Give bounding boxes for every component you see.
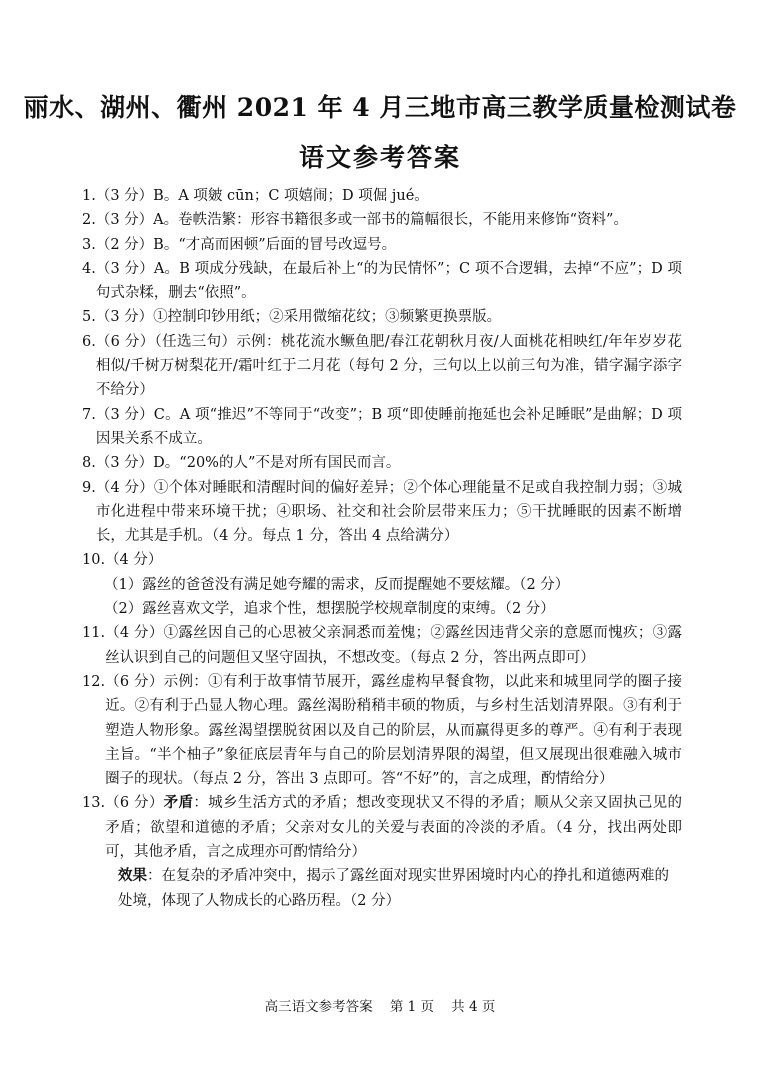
page-footer: 高三语文参考答案 第 1 页 共 4 页: [264, 999, 496, 1015]
item-text: （3 分）①控制印钞用纸；②采用微缩花纹；③频繁更换票版。: [95, 309, 502, 326]
item-text: （3 分）B。A 项皴 cūn；C 项嬉闹；D 项倔 jué。: [95, 188, 429, 204]
answer-item: [82, 403, 682, 452]
item-number: 10.: [82, 552, 106, 569]
item-number: 6.: [82, 333, 96, 350]
item-number: 5.: [82, 309, 96, 326]
answer-item: [82, 257, 682, 306]
item-number: 7.: [82, 406, 96, 423]
answer-sub-1: （1）露丝的爸爸没有满足她夸耀的需求，反而提醒她不要炫耀。（2 分）: [104, 576, 570, 593]
effect-paragraph: [82, 864, 682, 913]
answer-item: [82, 451, 682, 475]
item-text: （6 分）（任选三句）示例：桃花流水鳜鱼肥/春江花朝秋月夜/人面桃花相映红/年年岁岁花相似/千树万树梨花开/霜叶红于二月花（每句 2 分，三句以上以前三句为准，错字漏字添字不给分）: [95, 333, 682, 399]
document-title: 丽水、湖州、衢州 2021 年 4 月三地市高三教学质量检测试卷: [23, 93, 737, 122]
item-text: （4 分）①个体对睡眠和清醒时间的偏好差异；②个体心理能量不足或自我控制力弱；③城市化进程中带来环境干扰；④职场、社交和社会阶层带来压力；⑤干扰睡眠的因素不断增长，尤其是手机。（4 分。每点 1 分，答出 4 点给满分）: [95, 479, 682, 545]
contradiction-label: 矛盾: [163, 794, 194, 812]
answer-item: [82, 233, 682, 257]
item-text: （6 分）示例：①有利于故事情节展开，露丝虚构早餐食物，以此来和城里同学的圈子接近。②有利于凸显人物心理。露丝渴盼稍稍丰硕的物质，与乡村生活划清界限。③有利于塑造人物形象。露丝渴望摆脱贫困以及自己的阶层，从而赢得更多的尊严。④有利于表现主旨。“半个柚子”象征底层青年与自己的阶层划清界限的渴望，但又展现出很难融入城市圈子的现状。（每点 2 分，答出 3 点即可。答“不好”的，言之成理，酌情给分）: [105, 673, 682, 788]
item-number: 4.: [82, 260, 96, 277]
document-subtitle: 语文参考答案: [298, 143, 461, 172]
item-text: （4 分）①露丝因自己的心思被父亲洞悉而羞愧；②露丝因违背父亲的意愿而愧疚；③露丝认识到自己的问题但又坚守固执，不想改变。（每点 2 分，答出两点即可）: [105, 625, 682, 666]
item-number: 8.: [82, 455, 96, 472]
item-number: 3.: [82, 236, 96, 253]
answer-item: [82, 305, 682, 329]
item-text: （2 分）B。“才高而困顿”后面的冒号改逗号。: [95, 236, 397, 253]
item-number: 11.: [82, 625, 106, 642]
item-lead: （6 分）: [105, 795, 164, 812]
effect-text: ：在复杂的矛盾冲突中，揭示了露丝面对现实世界困境时内心的挣扎和道德两难的处境，体现了人物成长的心路历程。（2 分）: [118, 868, 669, 909]
answer-item: [82, 621, 682, 670]
answer-item-10: [82, 548, 682, 572]
effect-label: 效果: [118, 867, 147, 885]
item-text: （3 分）D。“20%的人”不是对所有国民而言。: [95, 455, 401, 472]
answer-item: [82, 476, 682, 549]
item-number: 9.: [82, 479, 96, 496]
item-number: 13.: [82, 795, 106, 812]
item-text: （4 分）: [105, 552, 163, 569]
item-number: 2.: [82, 212, 96, 229]
item-number: 1.: [82, 188, 96, 204]
answer-item: [82, 330, 682, 403]
answer-list: [82, 184, 682, 913]
answer-sub-2: （2）露丝喜欢文学，追求个性，想摆脱学校规章制度的束缚。（2 分）: [104, 601, 555, 618]
item-number: 12.: [82, 673, 106, 690]
answer-item-13: [82, 791, 682, 864]
item-text: [105, 791, 682, 864]
answer-item: [82, 208, 682, 232]
answer-item: [82, 670, 682, 791]
answer-item: [82, 184, 682, 208]
item-text: （3 分）C。A 项“推迟”不等同于“改变”；B 项“即使睡前拖延也会补足睡眠”是曲解；D 项因果关系不成立。: [95, 406, 682, 447]
item-text: （3 分）A。卷帙浩繁：形容书籍很多或一部书的篇幅很长，不能用来修饰“资料”。: [95, 212, 628, 229]
contradiction-text: ：城乡生活方式的矛盾；想改变现状又不得的矛盾；顺从父亲又固执己见的矛盾；欲望和道德的矛盾；父亲对女儿的关爱与表面的冷淡的矛盾。（4 分，找出两处即可，其他矛盾，言之成理亦可酌情给分）: [105, 795, 682, 861]
item-text: （3 分）A。B 项成分残缺，在最后补上“的为民情怀”；C 项不合逻辑，去掉“不应”；D 项句式杂糅，删去“依照”。: [95, 260, 682, 302]
